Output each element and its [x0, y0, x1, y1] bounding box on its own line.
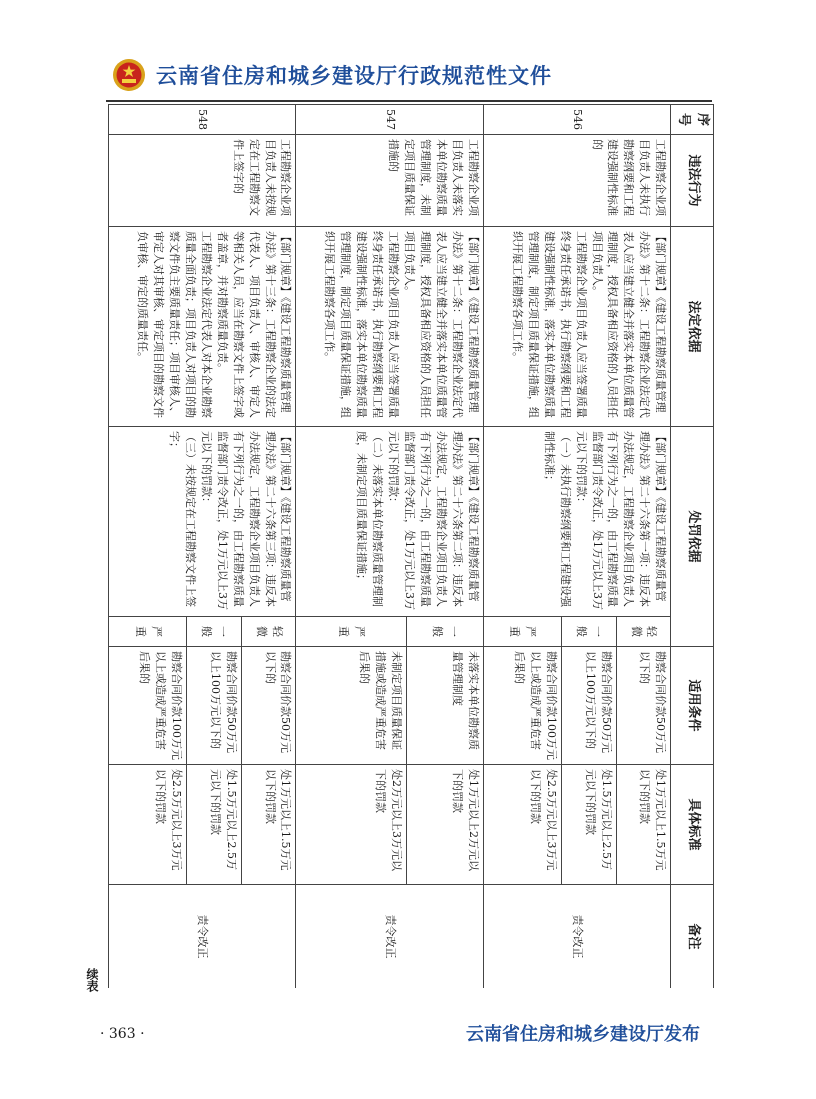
col-header-note: 备注: [671, 885, 714, 988]
row-standard: 处1万元以上2万元以下的罚款: [406, 765, 483, 885]
row-standard: 处2.5万元以上3万元以下的罚款: [109, 765, 187, 885]
publisher-footer: 云南省住房和城乡建设厅发布: [466, 1024, 700, 1045]
row-penalty-basis: 【部门规章】《建设工程勘察质量管理办法》第二十六条第二项：违反本办法规定，工程勘察企业项目负责人有下列行为之一的，由工程勘察质量监督部门责令改正，处1万元以上3万元以下的罚款： （二）未落实本单位勘察质量管理制度，未制定项目质量保证措施；: [296, 427, 483, 617]
row-seq: 547: [296, 105, 483, 135]
rotated-table-frame: [108, 104, 714, 988]
table-row: [616, 105, 671, 989]
table-row: [241, 105, 296, 989]
row-condition: 未落实本单位勘察质量管理制度: [406, 647, 483, 765]
row-note: 责令改正: [483, 885, 670, 988]
row-legal-basis: 【部门规章】《建设工程勘察质量管理办法》第十二条：工程勘察企业法定代表人应当建立健全并落实本单位质量管理制度，授权具备相应资格的人员担任项目负责人。 工程勘察企业项目负责人应当签署质量终身责任承诺书，执行勘察纲要和工程建设强制性标准，落实本单位勘察质量管理制度，制定项目质量保证措施，组织开展工程勘察各项工作。: [483, 227, 670, 427]
penalty-table: [108, 104, 714, 988]
col-header-behavior: 违法行为: [671, 135, 714, 227]
row-seq: 546: [483, 105, 670, 135]
col-header-condition: 适用条件: [671, 647, 714, 765]
row-level: 一般: [406, 617, 483, 647]
national-emblem-icon: [112, 58, 146, 92]
row-standard: 处1万元以上1.5万元以下的罚款: [241, 765, 296, 885]
row-standard: 处1万元以上1.5万元以下的罚款: [616, 765, 671, 885]
row-standard: 处2.5万元以上3万元以下的罚款: [483, 765, 561, 885]
table-header-row: [671, 105, 714, 989]
row-penalty-basis: 【部门规章】《建设工程勘察质量管理办法》第二十六条第三项：违反本办法规定，工程勘察企业项目负责人有下列行为之一的，由工程勘察质量监督部门责令改正，处1万元以上3万元以下的罚款： （三）未按规定在工程勘察文件上签字；: [109, 427, 296, 617]
row-standard: 处1.5万元以上2.5万元以下的罚款: [187, 765, 242, 885]
row-standard: 处1.5万元以上2.5万元以下的罚款: [562, 765, 617, 885]
page-title: 云南省住房和城乡建设厅行政规范性文件: [156, 64, 552, 88]
col-header-legal-basis: 法定依据: [671, 227, 714, 427]
row-seq: 548: [109, 105, 296, 135]
row-legal-basis: 【部门规章】《建设工程勘察质量管理办法》第十三条：工程勘察企业的法定代表人、项目负责人、审核人、审定人等相关人员，应当在勘察文件上签字或者盖章，并对勘察质量负责。 工程勘察企业法定代表人对本企业勘察质量全面负责；项目负责人对项目的勘察文件负主要质量责任；项目审核人、审定人对其审核、审定项目的勘察文件负审核、审定的质量责任。: [109, 227, 296, 427]
row-behavior: 工程勘察企业项目负责人未执行勘察纲要和工程建设强制性标准的: [483, 135, 670, 227]
row-note: 责令改正: [296, 885, 483, 988]
row-level: 轻微: [616, 617, 671, 647]
row-note: 责令改正: [109, 885, 296, 988]
row-level: 轻微: [241, 617, 296, 647]
row-standard: 处2万元以上3万元以下的罚款: [296, 765, 406, 885]
col-header-penalty-basis: 处罚依据: [671, 427, 714, 647]
row-level: 一般: [187, 617, 242, 647]
row-level: 严重: [109, 617, 187, 647]
row-condition: 勘察合同价款50万元以下的: [241, 647, 296, 765]
row-level: 严重: [483, 617, 561, 647]
row-level: 一般: [562, 617, 617, 647]
row-condition: 勘察合同价款100万元以上或造成严重危害后果的: [483, 647, 561, 765]
row-penalty-basis: 【部门规章】《建设工程勘察质量管理办法》第二十六条第一项：违反本办法规定，工程勘察企业项目负责人有下列行为之一的，由工程勘察质量监督部门责令改正，处1万元以上3万元以下的罚款： （一）未执行勘察纲要和工程建设强制性标准；: [483, 427, 670, 617]
row-condition: 未制定项目质量保证措施或造成严重危害后果的: [296, 647, 406, 765]
page-header: [90, 52, 730, 100]
row-condition: 勘察合同价款50万元以上100万元以下的: [187, 647, 242, 765]
penalty-table-grid: [108, 104, 714, 988]
header-divider: [106, 100, 712, 102]
page-number: · 363 ·: [100, 1026, 145, 1042]
col-header-standard: 具体标准: [671, 765, 714, 885]
row-behavior: 工程勘察企业项目负责人未按规定在工程勘察文件上签字的: [109, 135, 296, 227]
table-row: [406, 105, 483, 989]
row-legal-basis: 【部门规章】《建设工程勘察质量管理办法》第十二条：工程勘察企业法定代表人应当建立健全并落实本单位质量管理制度，授权具备相应资格的人员担任项目负责人。 工程勘察企业项目负责人应当签署质量终身责任承诺书，执行勘察纲要和工程建设强制性标准，落实本单位勘察质量管理制度，制定项目质量保证措施，组织开展工程勘察各项工作。: [296, 227, 483, 427]
row-condition: 勘察合同价款50万元以上100万元以下的: [562, 647, 617, 765]
continued-label: 续表: [85, 968, 99, 992]
row-behavior: 工程勘察企业项目负责人未落实本单位勘察质量管理制度，未制定项目质量保证措施的: [296, 135, 483, 227]
col-header-seq: 序号: [671, 105, 714, 135]
row-condition: 勘察合同价款100万元以上或造成严重危害后果的: [109, 647, 187, 765]
row-condition: 勘察合同价款50万元以下的: [616, 647, 671, 765]
row-level: 严重: [296, 617, 406, 647]
